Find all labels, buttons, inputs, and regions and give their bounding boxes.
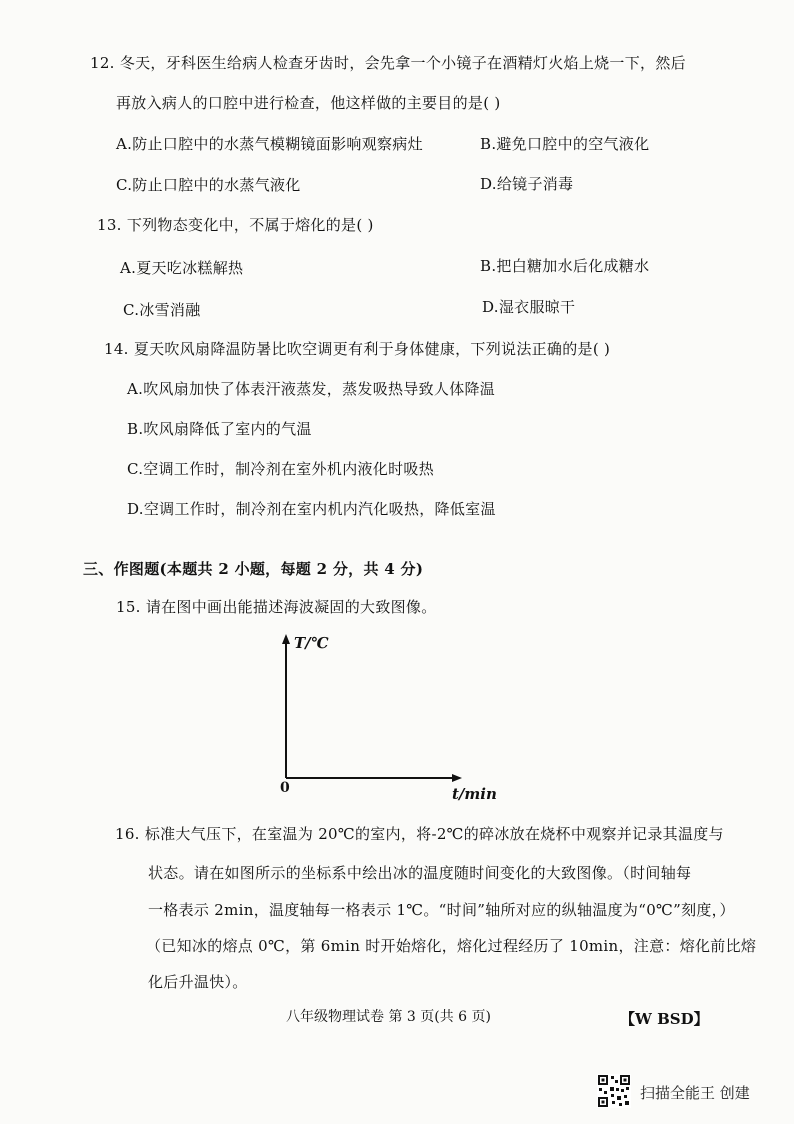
q15-axes-figure	[270, 630, 470, 790]
q12-option-c: C.防止口腔中的水蒸气液化	[116, 176, 301, 194]
q14-option-c: C.空调工作时，制冷剂在室外机内液化时吸热	[127, 460, 435, 478]
y-axis	[282, 634, 290, 778]
q14-stem: 14. 夏天吹风扇降温防暑比吹空调更有利于身体健康，下列说法正确的是( )	[104, 340, 611, 358]
q14-option-b: B.吹风扇降低了室内的气温	[127, 420, 312, 438]
q16-line1: 16. 标准大气压下，在室温为 20℃的室内，将-2℃的碎冰放在烧杯中观察并记录其温度与	[115, 825, 724, 843]
qr-code-icon	[597, 1074, 631, 1108]
q13-option-a: A.夏天吃冰糕解热	[120, 259, 244, 277]
version-tag: 【W BSD】	[620, 1010, 709, 1028]
q14-option-a: A.吹风扇加快了体表汗液蒸发，蒸发吸热导致人体降温	[127, 380, 496, 398]
q15-origin-label: 0	[280, 780, 290, 796]
q16-line5: 化后升温快）。	[148, 973, 248, 991]
q16-line4: （已知冰的熔点 0℃，第 6min 时开始熔化，熔化过程经历了 10min，注意：熔化前比熔	[146, 937, 757, 955]
q13-option-c: C.冰雪消融	[123, 301, 201, 319]
x-axis	[286, 774, 462, 782]
section-3-title: 三、作图题(本题共 2 小题，每题 2 分，共 4 分)	[83, 560, 424, 578]
q14-option-d: D.空调工作时，制冷剂在室内机内汽化吸热，降低室温	[127, 500, 496, 518]
q15-y-axis-label: T/℃	[294, 634, 329, 652]
q12-stem-line2: 再放入病人的口腔中进行检查，他这样做的主要目的是( )	[116, 94, 501, 112]
page-footer-info: 八年级物理试卷 第 3 页(共 6 页)	[286, 1009, 491, 1025]
q13-option-b: B.把白糖加水后化成糖水	[480, 257, 650, 275]
scanner-watermark-label: 扫描全能王 创建	[640, 1084, 750, 1102]
q15-x-axis-label: t/min	[452, 785, 497, 803]
q12-option-a: A.防止口腔中的水蒸气模糊镜面影响观察病灶	[116, 135, 423, 153]
q13-option-d: D.湿衣服晾干	[482, 298, 576, 316]
q13-stem: 13. 下列物态变化中，不属于熔化的是( )	[97, 216, 374, 234]
q12-stem-line1: 12. 冬天，牙科医生给病人检查牙齿时，会先拿一个小镜子在酒精灯火焰上烧一下，然后	[90, 54, 686, 72]
q12-option-b: B.避免口腔中的空气液化	[480, 135, 650, 153]
q16-line3: 一格表示 2min，温度轴每一格表示 1℃。“时间”轴所对应的纵轴温度为“0℃”刻度，）	[148, 901, 735, 919]
q15-stem: 15. 请在图中画出能描述海波凝固的大致图像。	[116, 598, 437, 616]
q16-line2: 状态。请在如图所示的坐标系中绘出冰的温度随时间变化的大致图像。（时间轴每	[148, 864, 692, 882]
q12-option-d: D.给镜子消毒	[480, 175, 574, 193]
